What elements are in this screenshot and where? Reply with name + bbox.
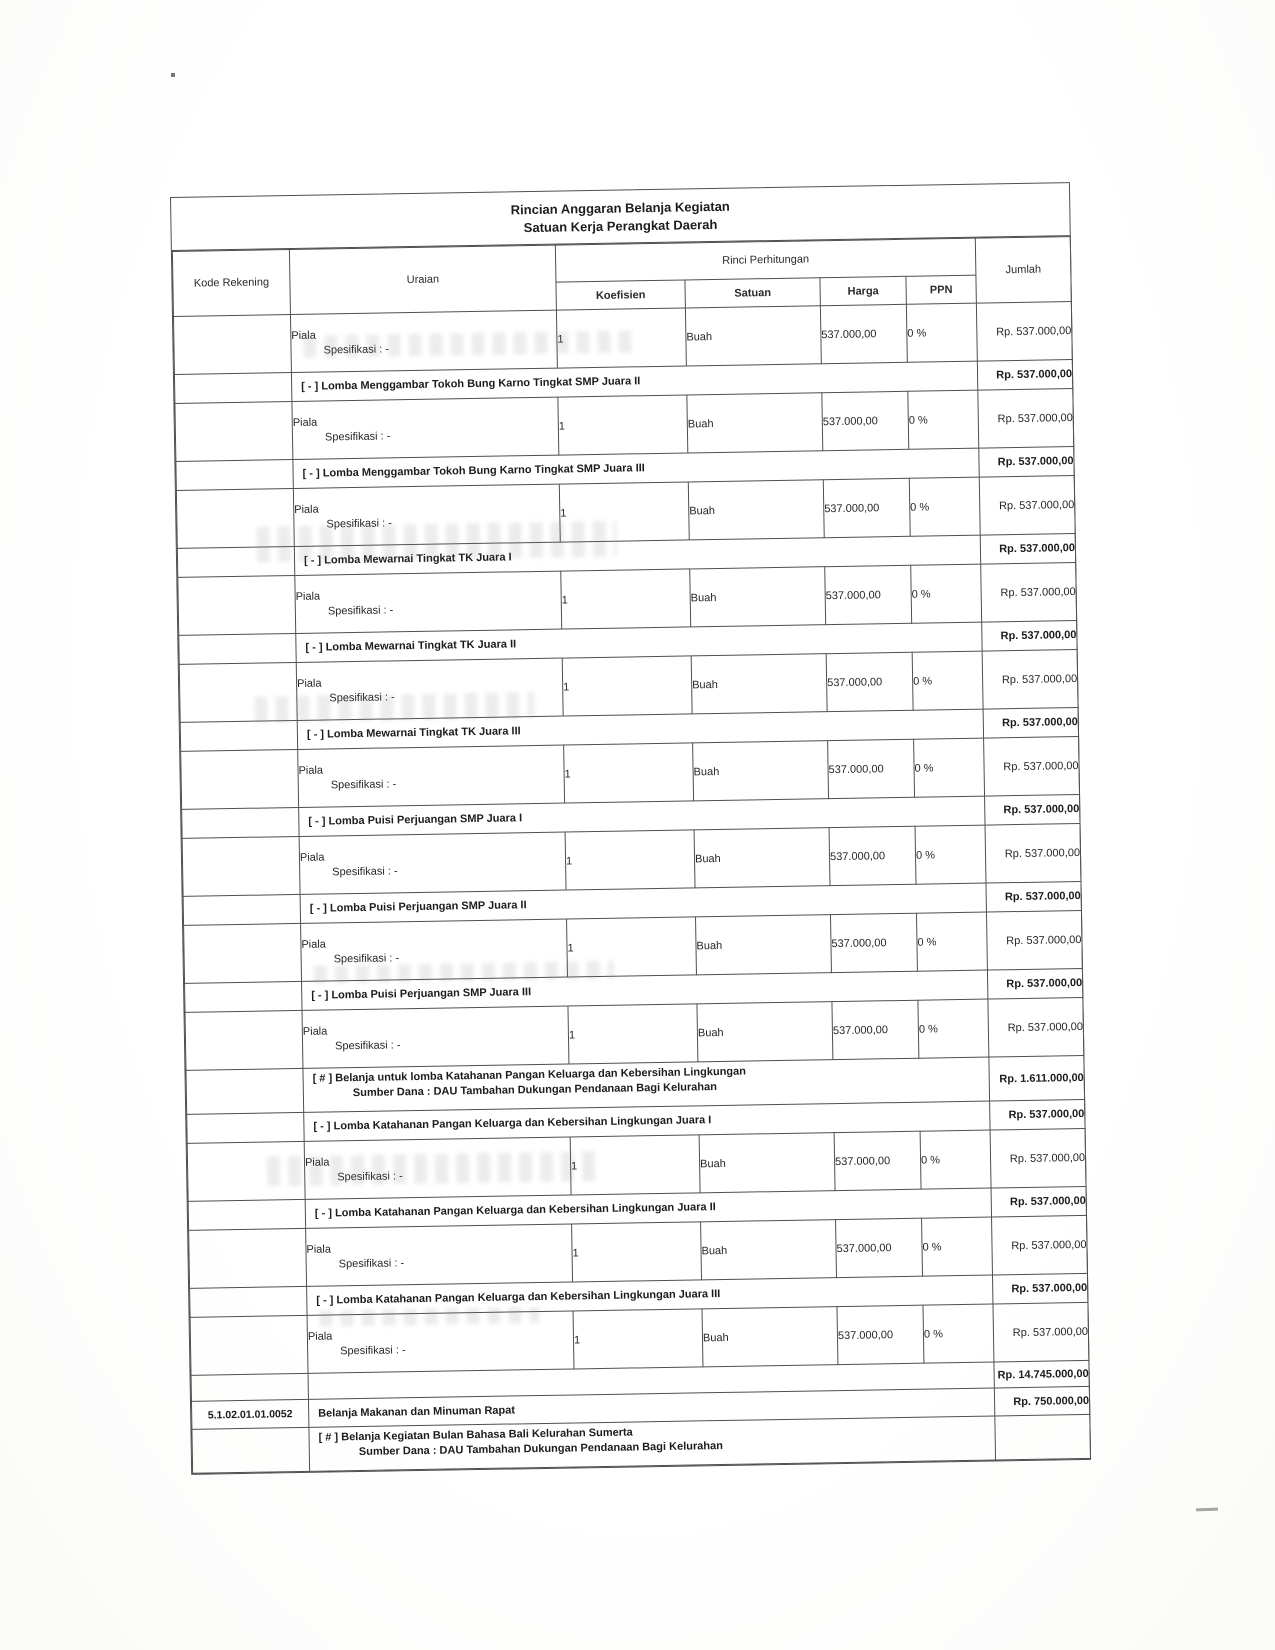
- satuan-value: Buah: [691, 654, 827, 714]
- subtotal-amount: Rp. 537.000,00: [982, 621, 1077, 652]
- satuan-value: Buah: [697, 1002, 833, 1062]
- item-name: Piala: [292, 416, 318, 430]
- item-spec: Spesifikasi : -: [332, 864, 398, 878]
- item-spec: Spesifikasi : -: [340, 1343, 406, 1357]
- koefisien-value: 1: [559, 482, 689, 542]
- ppn-value: 0 %: [912, 651, 983, 710]
- kode-cell: [180, 721, 297, 752]
- uraian-cell: [293, 484, 560, 546]
- harga-value: 537.000,00: [836, 1218, 923, 1277]
- col-header-jumlah: Jumlah: [975, 237, 1071, 304]
- col-header-harga: Harga: [820, 276, 906, 305]
- ppn-value: 0 %: [915, 825, 986, 884]
- subtotal-label: [ - ] Lomba Mewarnai Tingkat TK Juara II: [296, 622, 982, 662]
- budget-document-sheet: [170, 182, 1091, 1475]
- kode-cell: [182, 837, 300, 897]
- satuan-value: Buah: [690, 567, 826, 627]
- col-header-koefisien: Koefisien: [556, 280, 685, 310]
- jumlah-value: Rp. 537.000,00: [988, 998, 1084, 1058]
- item-spec: Spesifikasi : -: [323, 342, 390, 357]
- kode-cell: [190, 1315, 308, 1375]
- satuan-value: Buah: [687, 393, 823, 453]
- kode-cell: [184, 924, 302, 984]
- kode-cell: [182, 808, 299, 839]
- col-header-kode-rekening: Kode Rekening: [172, 250, 290, 317]
- account-code: 5.1.02.01.01.0052: [191, 1399, 308, 1429]
- jumlah-value: Rp. 537.000,00: [990, 1129, 1086, 1189]
- kode-cell: [189, 1228, 307, 1288]
- uraian-cell: [292, 397, 559, 459]
- col-header-satuan: Satuan: [685, 278, 820, 308]
- satuan-value: Buah: [701, 1220, 837, 1280]
- title-line-2: Satuan Kerja Perangkat Daerah: [523, 216, 718, 235]
- satuan-value: Buah: [685, 306, 821, 366]
- koefisien-value: 1: [570, 1135, 700, 1195]
- harga-value: 537.000,00: [825, 565, 912, 624]
- kode-cell: [178, 576, 296, 636]
- uraian-cell: [301, 919, 568, 981]
- scan-edge-artifact: [1196, 1508, 1218, 1512]
- item-spec: Spesifikasi : -: [330, 777, 397, 792]
- satuan-value: Buah: [696, 915, 832, 975]
- kode-cell: [181, 750, 299, 810]
- item-name: Piala: [306, 1243, 332, 1257]
- jumlah-value: Rp. 537.000,00: [976, 302, 1072, 362]
- item-name: Piala: [307, 1330, 333, 1344]
- uraian-cell: [295, 571, 562, 633]
- item-name: Piala: [301, 938, 326, 952]
- kode-cell: [191, 1373, 308, 1401]
- harga-value: 537.000,00: [834, 1131, 921, 1190]
- kode-cell: [176, 460, 293, 491]
- ppn-value: 0 %: [920, 1130, 991, 1189]
- koefisien-value: 1: [565, 830, 695, 890]
- uraian-cell: [298, 745, 565, 807]
- ppn-value: 0 %: [918, 999, 989, 1058]
- subtotal-label: [ - ] Lomba Mewarnai Tingkat TK Juara I: [294, 535, 980, 575]
- kode-cell: [186, 1069, 304, 1115]
- kode-cell: [173, 315, 291, 375]
- harga-value: 537.000,00: [820, 304, 907, 363]
- satuan-value: Buah: [693, 741, 829, 801]
- group-source-label: Sumber Dana : DAU Tambahan Dukungan Pendanaan Bagi Kelurahan: [358, 1439, 723, 1458]
- jumlah-value: Rp. 537.000,00: [984, 737, 1080, 797]
- item-spec: Spesifikasi : -: [324, 429, 391, 444]
- jumlah-value: Rp. 537.000,00: [985, 824, 1081, 884]
- subtotal-amount: Rp. 537.000,00: [987, 969, 1082, 1000]
- subtotal-label: [ - ] Lomba Puisi Perjuangan SMP Juara I: [299, 796, 985, 836]
- uraian-cell: [296, 658, 563, 720]
- subtotal-amount: Rp. 537.000,00: [983, 708, 1078, 739]
- item-spec: Spesifikasi : -: [337, 1169, 403, 1183]
- item-name: Piala: [299, 851, 325, 865]
- kode-cell: [190, 1286, 307, 1317]
- kode-cell: [174, 373, 291, 404]
- satuan-value: Buah: [702, 1307, 838, 1367]
- uraian-cell: [290, 310, 557, 372]
- koefisien-value: 1: [556, 308, 686, 368]
- item-spec: Spesifikasi : -: [333, 951, 400, 965]
- kode-cell: [187, 1141, 305, 1201]
- uraian-cell: [299, 832, 566, 894]
- harga-value: 537.000,00: [832, 1000, 919, 1059]
- item-name: Piala: [291, 329, 316, 343]
- account-amount: Rp. 750.000,00: [994, 1387, 1089, 1417]
- kode-cell: [188, 1199, 305, 1230]
- subtotal-amount: Rp. 537.000,00: [980, 534, 1075, 565]
- uraian-cell: [306, 1224, 573, 1286]
- jumlah-value: Rp. 537.000,00: [979, 476, 1075, 536]
- ppn-value: 0 %: [914, 738, 985, 797]
- account-total-amount: Rp. 14.745.000,00: [994, 1361, 1089, 1389]
- subtotal-amount: Rp. 537.000,00: [990, 1100, 1085, 1131]
- item-name: Piala: [304, 1156, 330, 1170]
- subtotal-amount: Rp. 537.000,00: [986, 882, 1081, 913]
- kode-cell: [179, 634, 296, 665]
- jumlah-value: Rp. 537.000,00: [987, 911, 1083, 971]
- jumlah-value: Rp. 537.000,00: [978, 389, 1074, 449]
- jumlah-value: Rp. 537.000,00: [993, 1303, 1089, 1363]
- jumlah-value: Rp. 537.000,00: [992, 1216, 1088, 1276]
- harga-value: 537.000,00: [823, 478, 910, 537]
- kode-cell: [183, 895, 300, 926]
- koefisien-value: 1: [572, 1222, 702, 1282]
- kode-cell: [192, 1427, 310, 1473]
- subtotal-label: [ - ] Lomba Puisi Perjuangan SMP Juara III: [302, 970, 988, 1010]
- jumlah-value: Rp. 537.000,00: [982, 650, 1078, 710]
- ppn-value: 0 %: [911, 564, 982, 623]
- harga-value: 537.000,00: [826, 652, 913, 711]
- koefisien-value: 1: [558, 395, 688, 455]
- subtotal-amount: Rp. 537.000,00: [979, 447, 1074, 478]
- ppn-value: 0 %: [916, 912, 987, 971]
- subtotal-label: [ - ] Lomba Menggambar Tokoh Bung Karno Tingkat SMP Juara II: [291, 361, 977, 401]
- subtotal-amount: Rp. 537.000,00: [991, 1187, 1086, 1218]
- koefisien-value: 1: [573, 1309, 703, 1369]
- subtotal-label: [ - ] Lomba Puisi Perjuangan SMP Juara II: [300, 883, 986, 923]
- subtotal-label: [ - ] Lomba Mewarnai Tingkat TK Juara III: [297, 709, 983, 749]
- account-label: Belanja Makanan dan Minuman Rapat: [308, 1388, 994, 1427]
- kode-cell: [185, 1011, 303, 1071]
- group-label: [ # ] Belanja Kegiatan Bulan Bahasa Bali Kelurahan Sumerta: [318, 1426, 633, 1444]
- group-amount: Rp. 1.611.000,00: [989, 1056, 1085, 1102]
- harga-value: 537.000,00: [829, 826, 916, 885]
- item-name: Piala: [298, 764, 324, 778]
- subtotal-label: [ - ] Lomba Katahanan Pangan Keluarga dan Kebersihan Lingkungan Juara I: [304, 1101, 990, 1141]
- group-label: [ # ] Belanja untuk lomba Katahanan Pangan Keluarga dan Kebersihan Lingkungan: [312, 1065, 747, 1085]
- ppn-value: 0 %: [922, 1217, 993, 1276]
- subtotal-amount: Rp. 537.000,00: [977, 360, 1072, 391]
- ppn-value: 0 %: [906, 303, 977, 362]
- harga-value: 537.000,00: [822, 391, 909, 450]
- koefisien-value: 1: [561, 569, 691, 629]
- uraian-cell: [307, 1311, 574, 1373]
- col-header-rinci-perhitungan: Rinci Perhitungan: [555, 238, 976, 282]
- kode-cell: [185, 982, 302, 1013]
- item-spec: Spesifikasi : -: [334, 1038, 401, 1052]
- group-amount: [995, 1415, 1091, 1461]
- kode-cell: [177, 547, 294, 578]
- subtotal-amount: Rp. 537.000,00: [985, 795, 1080, 826]
- subtotal-label: [ - ] Lomba Katahanan Pangan Keluarga dan Kebersihan Lingkungan Juara II: [305, 1188, 991, 1228]
- satuan-value: Buah: [688, 480, 824, 540]
- budget-table-body: [173, 302, 1090, 1474]
- budget-table: [172, 236, 1091, 1474]
- koefisien-value: 1: [567, 917, 697, 977]
- col-header-uraian: Uraian: [289, 245, 556, 314]
- item-name: Piala: [294, 503, 319, 517]
- item-name: Piala: [295, 590, 321, 604]
- item-spec: Spesifikasi : -: [326, 516, 392, 531]
- kode-cell: [175, 402, 293, 462]
- item-spec: Spesifikasi : -: [338, 1256, 405, 1270]
- jumlah-value: Rp. 537.000,00: [981, 563, 1077, 623]
- subtotal-label: [ - ] Lomba Menggambar Tokoh Bung Karno Tingkat SMP Juara III: [293, 448, 979, 488]
- harga-value: 537.000,00: [830, 913, 917, 972]
- ppn-value: 0 %: [908, 390, 979, 449]
- subtotal-amount: Rp. 537.000,00: [993, 1274, 1088, 1305]
- koefisien-value: 1: [568, 1004, 698, 1064]
- item-spec: Spesifikasi : -: [329, 690, 395, 705]
- uraian-cell: [304, 1137, 571, 1199]
- col-header-ppn: PPN: [906, 275, 976, 304]
- uraian-cell: [302, 1006, 569, 1068]
- scan-speck: [171, 73, 175, 77]
- harga-value: 537.000,00: [837, 1305, 924, 1364]
- title-line-1: Rincian Anggaran Belanja Kegiatan: [510, 198, 730, 218]
- item-name: Piala: [302, 1025, 328, 1039]
- ppn-value: 0 %: [909, 477, 980, 536]
- kode-cell: [179, 663, 297, 723]
- satuan-value: Buah: [694, 828, 830, 888]
- group-source-label: Sumber Dana : DAU Tambahan Dukungan Pendanaan Bagi Kelurahan: [352, 1080, 718, 1100]
- koefisien-value: 1: [562, 656, 692, 716]
- subtotal-label: [ - ] Lomba Katahanan Pangan Keluarga dan Kebersihan Lingkungan Juara III: [307, 1275, 993, 1315]
- kode-cell: [187, 1113, 304, 1144]
- harga-value: 537.000,00: [828, 739, 915, 798]
- ppn-value: 0 %: [923, 1304, 994, 1363]
- item-spec: Spesifikasi : -: [327, 603, 394, 618]
- item-name: Piala: [296, 677, 322, 691]
- kode-cell: [176, 489, 294, 549]
- satuan-value: Buah: [699, 1133, 835, 1193]
- koefisien-value: 1: [564, 743, 694, 803]
